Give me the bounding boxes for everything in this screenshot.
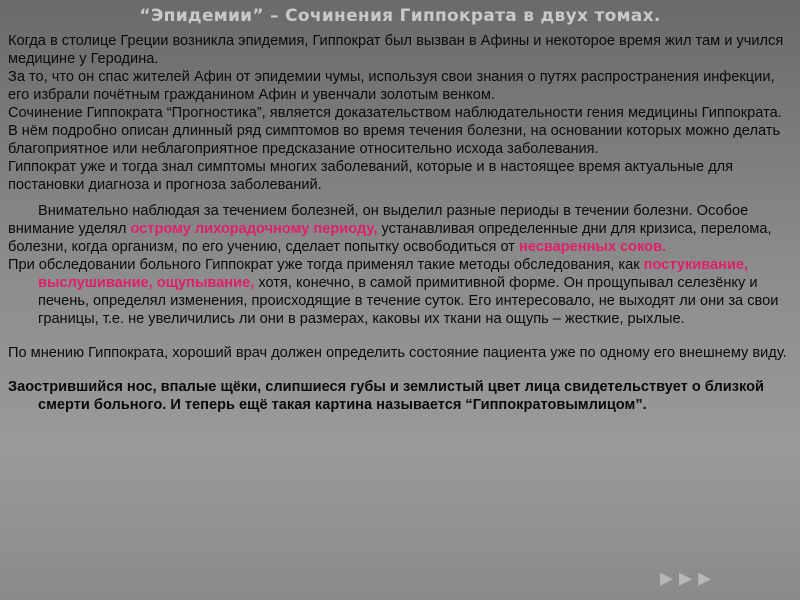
text-segment: Внимательно наблюдая за течением болезней, он выделил разные периоды в течении болезни. Особое внимание уделял	[8, 203, 749, 237]
paragraph-prognostics: Сочинение Гиппократа “Прогностика”, является доказательством наблюдательности гения медицины Гиппократа.	[8, 105, 782, 121]
nav-arrows-icon: ▸▸▸	[660, 563, 718, 593]
highlight-undigested-juices: несваренных соков.	[519, 239, 667, 255]
text-segment: хотя, конечно, в самой примитивной форме. Он прощупывал селезёнку и печень, определял изменения, происходящие в течение суток. Его интересовало, не выходят ли они за свои границы, т.е. не увеличились ли они в размерах, каковы их ткани на ощупь – жесткие, рыхлые.	[38, 275, 779, 327]
text-segment: При обследовании больного Гиппократ уже тогда применял такие методы обследования, как	[8, 257, 644, 273]
paragraph-plague: За то, что он спас жителей Афин от эпидемии чумы, используя свои знания о путях распространения инфекции, его избрали почётным гражданином Афин и увенчали золотым венком.	[8, 69, 775, 103]
highlight-fever-period: острому лихорадочному периоду,	[130, 221, 378, 237]
highlight-methods: постукивание, выслушивание, ощупывание,	[38, 257, 749, 291]
slide-title: “Эпидемии” – Сочинения Гиппократа в двух томах.	[139, 6, 661, 26]
paragraph-hippocratic-face: Заострившийся нос, впалые щёки, слипшиеся губы и землистый цвет лица свидетельствует о близкой смерти больного. И теперь ещё такая картина называется “Гиппократовымлицом”.	[8, 379, 764, 413]
paragraph-athens: Когда в столице Греции возникла эпидемия, Гиппократ был вызван в Афины и некоторое время жил там и учился медицине у Геродина.	[8, 33, 784, 67]
paragraph-good-doctor: По мнению Гиппократа, хороший врач должен определить состояние пациента уже по одному его внешнему виду.	[8, 345, 787, 361]
paragraph-examination	[8, 256, 792, 328]
slide-body	[8, 32, 792, 414]
paragraph-symptoms: В нём подробно описан длинный ряд симптомов во время течения болезни, на основании которых можно делать благоприятное или неблагоприятное предсказание относительно исхода заболевания.	[8, 123, 781, 157]
paragraph-diagnosis: Гиппократ уже и тогда знал симптомы многих заболеваний, которые и в настоящее время актуальные для постановки диагноза и прогноза заболеваний.	[8, 159, 734, 193]
text-segment: устанавливая определенные дни для кризиса, перелома, болезни, когда организм, по его учению, сделает попытку освободиться от	[8, 221, 772, 255]
paragraph-periods	[8, 202, 792, 256]
